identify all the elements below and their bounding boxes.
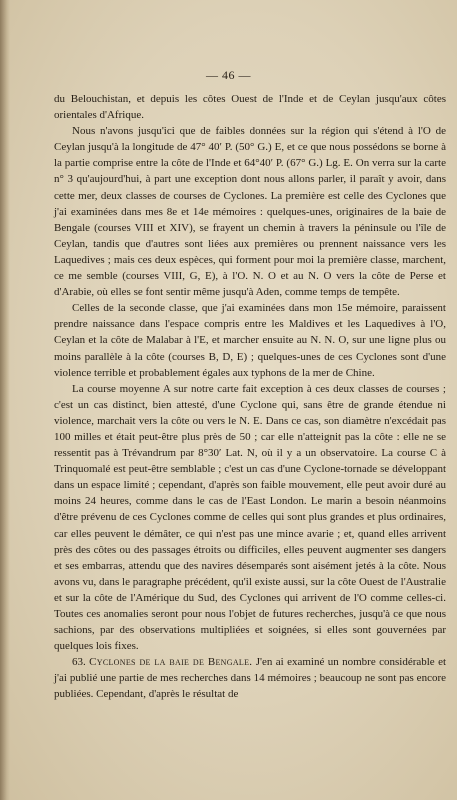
paragraph-second-class: Celles de la seconde classe, que j'ai examinées dans mon 15e mémoire, paraissent prendre naissance dans l'espace compris entre les Maldives et les Laquedives à l'O, Ceylan et la côte de Malabar à l'E, et marcher ensuite au N. N. O, sur une ligne plus ou moins parallèle à la côte (courses B, D, E) ; quelques-unes de ces Cyclones sont d'une violence terrible et probablement égales aux typhons de la mer de Chine. — [54, 302, 446, 379]
section-heading: Cyclones de la baie de Bengale. — [89, 656, 253, 669]
paragraph-continuation: du Belouchistan, et depuis les côtes Ouest de l'Inde et de Ceylan jusqu'aux côtes orientales d'Afrique. — [54, 93, 446, 122]
section-text: J'en ai examiné un nombre considérable et j'ai publié une partie de mes recherches dans 14 mémoires ; beaucoup ne sont pas encore publiées. Cependant, d'après le résultat de — [54, 656, 447, 701]
body-text — [54, 91, 446, 703]
section-63 — [54, 654, 446, 702]
paragraph-course-a-exception: La course moyenne A sur notre carte fait exception à ces deux classes de courses ; c'est un cas distinct, bien attesté, d'une Cyclone qui, sans être de grande étendue ni violence, marchait vers la côte ou vers le N. E. Dans ce cas, son diamètre n'excédait pas 100 milles et était peut-être plus près de 50 ; car elle n'atteignit pas la côte : elle ne se ressentit pas à Trévandrum par 8°30′ Lat. N, où il y a un observatoire. La course C à Trinquomalé est peut-être semblable ; c'est un cas d'une Cyclone-tornade se développant dans un espace limité ; cependant, d'après son faible mouvement, elle peut avoir duré au moins 24 heures, comme dans le cas de l'East London. Le marin a besoin néanmoins d'être prévenu de ces Cyclones comme de celles qui sont plus grandes et plus ordinaires, car elles peuvent le démâter, ce qui n'est pas une mince avarie ; et, quand elles arrivent près des côtes ou des passages étroits ou difficiles, elles peuvent augmenter ses dangers et ses embarras, attendu que des navires désemparés sont aisément jetés à la côte. Nous avons vu, dans le paragraphe précédent, qu'il existe aussi, sur la côte Ouest de l'Australie et sur la côte de l'Amérique du Sud, des Cyclones qui arrivent de l'O comme celles-ci. Toutes ces anomalies seront pour nous l'objet de futures recherches, jusqu'à ce que nous sachions, par des observations multipliées et soignées, si elles sont gouvernées par quelques lois fixes. — [54, 382, 446, 653]
section-number: 63. — [72, 656, 86, 669]
page-spine-shadow — [0, 0, 10, 800]
page-number: — 46 — — [206, 68, 251, 82]
paragraph-region-classes: Nous n'avons jusqu'ici que de faibles données sur la région qui s'étend à l'O de Ceylan jusqu'à la longitude de 47° 40′ P. (50° G.) E, et ce que nous possédons se borne à la partie comprise entre la côte de l'Inde et 64°40′ P. (67° G.) Lg. E. On verra sur la carte n° 3 qu'aujourd'hui, à part une exception dont nous allons parler, il paraît y avoir, dans cette mer, deux classes de courses de Cyclones. La première est celle des Cyclones que j'ai examinées dans mes 8e et 14e mémoires : quelques-unes, originaires de la baie de Bengale (courses VIII et XIV), se frayent un chemin à travers la péninsule ou l'île de Ceylan, tandis que d'autres sont liées aux premières ou prennent naissance vers les Laquedives ; mais ces deux espèces, qui forment pour moi la première classe, marchent, ce me semble (courses VIII, G, E), à l'O. N. O et au N. O vers la côte de Perse et d'Arabie, où elles se font sentir même jusqu'à Aden, comme temps de tempête. — [54, 125, 446, 299]
